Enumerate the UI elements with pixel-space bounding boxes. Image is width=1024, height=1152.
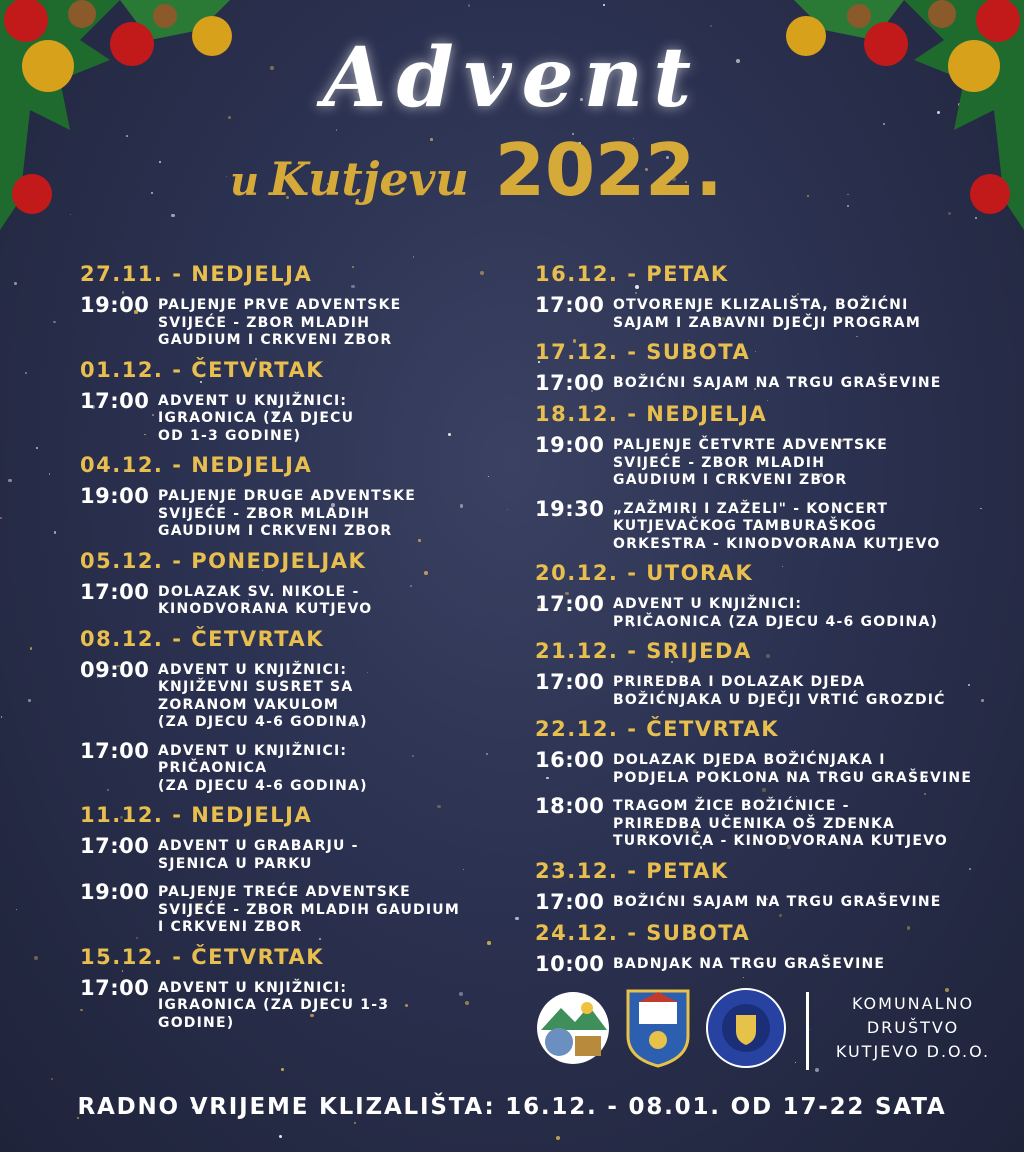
sparkle-dot <box>8 479 12 483</box>
day-block <box>535 717 995 851</box>
title-year: 2022. <box>494 128 723 212</box>
nature-logo-icon <box>535 990 611 1066</box>
day-block <box>80 549 500 619</box>
event-time: 10:00 <box>535 951 605 976</box>
event-row <box>535 671 995 709</box>
sparkle-dot <box>556 1136 560 1140</box>
kutjevo-coat-of-arms-icon <box>625 988 691 1068</box>
sparkle-dot <box>1 716 2 717</box>
day-heading: 17.12. - SUBOTA <box>535 340 751 364</box>
event-description: OTVORENJE KLIZALIŠTA, BOŽIĆNI SAJAM I ZABAVNI DJEČJI PROGRAM <box>613 297 921 331</box>
event-time: 17:00 <box>535 293 605 317</box>
sparkle-dot <box>281 1068 284 1071</box>
event-time: 17:00 <box>80 834 150 858</box>
day-heading: 21.12. - SRIJEDA <box>535 639 752 663</box>
title-subtitle <box>230 128 723 212</box>
event-time: 19:00 <box>80 293 150 317</box>
sparkle-dot <box>507 509 508 510</box>
sponsor-logos <box>535 987 787 1069</box>
event-time: 17:00 <box>535 371 605 395</box>
sparkle-dot <box>0 517 2 519</box>
event-time: 17:00 <box>80 388 150 413</box>
event-time: 19:00 <box>80 880 150 904</box>
event-time: 17:00 <box>80 975 150 1000</box>
title-advent: Advent <box>322 30 702 126</box>
day-heading: 22.12. - ČETVRTAK <box>535 717 780 741</box>
day-heading: 05.12. - PONEDJELJAK <box>80 548 367 573</box>
schedule-left-column <box>80 262 500 1040</box>
event-row <box>535 434 995 490</box>
event-row <box>80 977 500 1033</box>
day-block <box>80 945 500 1033</box>
event-row <box>80 740 500 796</box>
sparkle-dot <box>30 647 32 649</box>
sparkle-dot <box>28 699 31 702</box>
day-heading: 08.12. - ČETVRTAK <box>80 626 325 651</box>
event-row <box>80 485 500 541</box>
event-description: PALJENJE PRVE ADVENTSKE SVIJEĆE - ZBOR MLADIH GAUDIUM I CRKVENI ZBOR <box>158 297 402 348</box>
event-time: 19:00 <box>80 484 150 508</box>
day-block <box>535 340 995 394</box>
event-description: BOŽIĆNI SAJAM NA TRGU GRAŠEVINE <box>613 375 942 391</box>
day-heading: 01.12. - ČETVRTAK <box>80 357 325 382</box>
event-row <box>535 593 995 631</box>
event-time: 16:00 <box>535 748 605 772</box>
event-description: „ZAŽMIRI I ZAŽELI" - KONCERT KUTJEVAČKOG TAMBURAŠKOG ORKESTRA - KINODVORANA KUTJEVO <box>613 500 941 552</box>
event-row <box>535 498 995 554</box>
day-block <box>80 262 500 350</box>
event-time: 19:00 <box>535 433 605 457</box>
event-row <box>535 372 995 394</box>
event-description: BADNJAK NA TRGU GRAŠEVINE <box>613 955 886 972</box>
organizer-line3: KUTJEVO D.O.O. <box>835 1042 991 1061</box>
skating-rink-hours: RADNO VRIJEME KLIZALIŠTA: 16.12. - 08.01. OD 17-22 SATA <box>77 1094 947 1120</box>
title-u: u <box>230 158 260 205</box>
event-time: 18:00 <box>535 794 605 818</box>
event-time: 17:00 <box>80 738 150 763</box>
organizer-name <box>806 992 1003 1070</box>
event-time: 09:00 <box>80 657 150 682</box>
day-heading: 23.12. - PETAK <box>535 858 729 883</box>
sparkle-dot <box>795 1062 796 1063</box>
day-block <box>80 627 500 796</box>
sparkle-dot <box>515 917 519 921</box>
event-row <box>80 881 500 937</box>
event-row <box>80 659 500 732</box>
day-heading: 20.12. - UTORAK <box>535 561 754 585</box>
development-agency-seal-icon <box>705 987 787 1069</box>
event-time: 19:30 <box>535 496 605 521</box>
sparkle-dot <box>279 1135 282 1138</box>
day-block <box>535 639 995 709</box>
event-description: ADVENT U KNJIŽNICI: IGRAONICA (ZA DJECU OD 1-3 GODINE) <box>158 392 355 444</box>
day-heading: 18.12. - NEDJELJA <box>535 402 768 426</box>
sparkle-dot <box>34 956 38 960</box>
event-time: 17:00 <box>80 579 150 604</box>
event-description: BOŽIĆNI SAJAM NA TRGU GRAŠEVINE <box>613 893 942 910</box>
event-description: ADVENT U KNJIŽNICI: IGRAONICA (ZA DJECU 1-3 GODINE) <box>158 979 390 1031</box>
sparkle-dot <box>468 4 470 6</box>
event-row <box>535 749 995 787</box>
sparkle-dot <box>54 531 57 534</box>
schedule-right-column <box>535 262 995 983</box>
event-row <box>80 581 500 619</box>
day-heading: 04.12. - NEDJELJA <box>80 453 313 477</box>
event-time: 17:00 <box>535 889 605 914</box>
event-description: PALJENJE DRUGE ADVENTSKE SVIJEĆE - ZBOR MLADIH GAUDIUM I CRKVENI ZBOR <box>158 488 416 539</box>
event-description: PRIREDBA I DOLAZAK DJEDA BOŽIĆNJAKA U DJEČJI VRTIĆ GROZDIĆ <box>613 674 946 708</box>
day-block <box>535 402 995 553</box>
day-block <box>80 453 500 541</box>
event-row <box>535 953 995 975</box>
event-description: TRAGOM ŽICE BOŽIĆNICE - PRIREDBA UČENIKA OŠ ZDENKA TURKOVIĆA - KINODVORANA KUTJEVO <box>613 798 948 849</box>
event-row <box>80 294 500 350</box>
event-row <box>80 835 500 873</box>
event-row <box>80 390 500 446</box>
day-block <box>535 921 995 975</box>
day-block <box>535 561 995 631</box>
day-block <box>535 262 995 332</box>
sparkle-dot <box>354 1122 356 1124</box>
event-description: ADVENT U KNJIŽNICI: PRIČAONICA (ZA DJECU 4-6 GODINA) <box>613 596 939 630</box>
title-town: Kutjevu <box>269 152 469 206</box>
event-description: DOLAZAK DJEDA BOŽIĆNJAKA I PODJELA POKLONA NA TRGU GRAŠEVINE <box>613 752 973 786</box>
organizer-line2: DRUŠTVO <box>866 1018 960 1037</box>
event-row <box>535 294 995 332</box>
event-description: DOLAZAK SV. NIKOLE - KINODVORANA KUTJEVO <box>158 583 373 617</box>
event-time: 17:00 <box>535 670 605 694</box>
organizer-line1: KOMUNALNO <box>851 994 975 1013</box>
sparkle-dot <box>16 909 17 910</box>
sparkle-dot <box>413 256 414 257</box>
day-heading: 15.12. - ČETVRTAK <box>80 944 325 969</box>
event-description: ADVENT U KNJIŽNICI: KNJIŽEVNI SUSRET SA ZORANOM VAKULOM (ZA DJECU 4-6 GODINA) <box>158 661 368 730</box>
event-time: 17:00 <box>535 592 605 616</box>
day-block <box>80 803 500 937</box>
sparkle-dot <box>36 447 39 450</box>
sparkle-dot <box>14 282 17 285</box>
day-heading: 24.12. - SUBOTA <box>535 920 751 945</box>
day-block <box>80 358 500 446</box>
event-description: PALJENJE ČETVRTE ADVENTSKE SVIJEĆE - ZBOR MLADIH GAUDIUM I CRKVENI ZBOR <box>613 437 889 488</box>
sparkle-dot <box>710 25 712 27</box>
sparkle-dot <box>51 1078 53 1080</box>
sparkle-dot <box>53 321 55 323</box>
event-row <box>535 891 995 913</box>
event-row <box>535 795 995 851</box>
day-block <box>535 859 995 913</box>
event-description: PALJENJE TREĆE ADVENTSKE SVIJEĆE - ZBOR MLADIH GAUDIUM I CRKVENI ZBOR <box>158 884 460 935</box>
day-heading: 27.11. - NEDJELJA <box>80 262 313 286</box>
event-description: ADVENT U GRABARJU - SJENICA U PARKU <box>158 838 359 872</box>
day-heading: 11.12. - NEDJELJA <box>80 803 313 827</box>
sparkle-dot <box>49 473 50 474</box>
sparkle-dot <box>25 372 28 375</box>
event-description: ADVENT U KNJIŽNICI: PRIČAONICA (ZA DJECU 4-6 GODINA) <box>158 742 368 794</box>
sparkle-dot <box>603 4 605 6</box>
day-heading: 16.12. - PETAK <box>535 262 729 286</box>
